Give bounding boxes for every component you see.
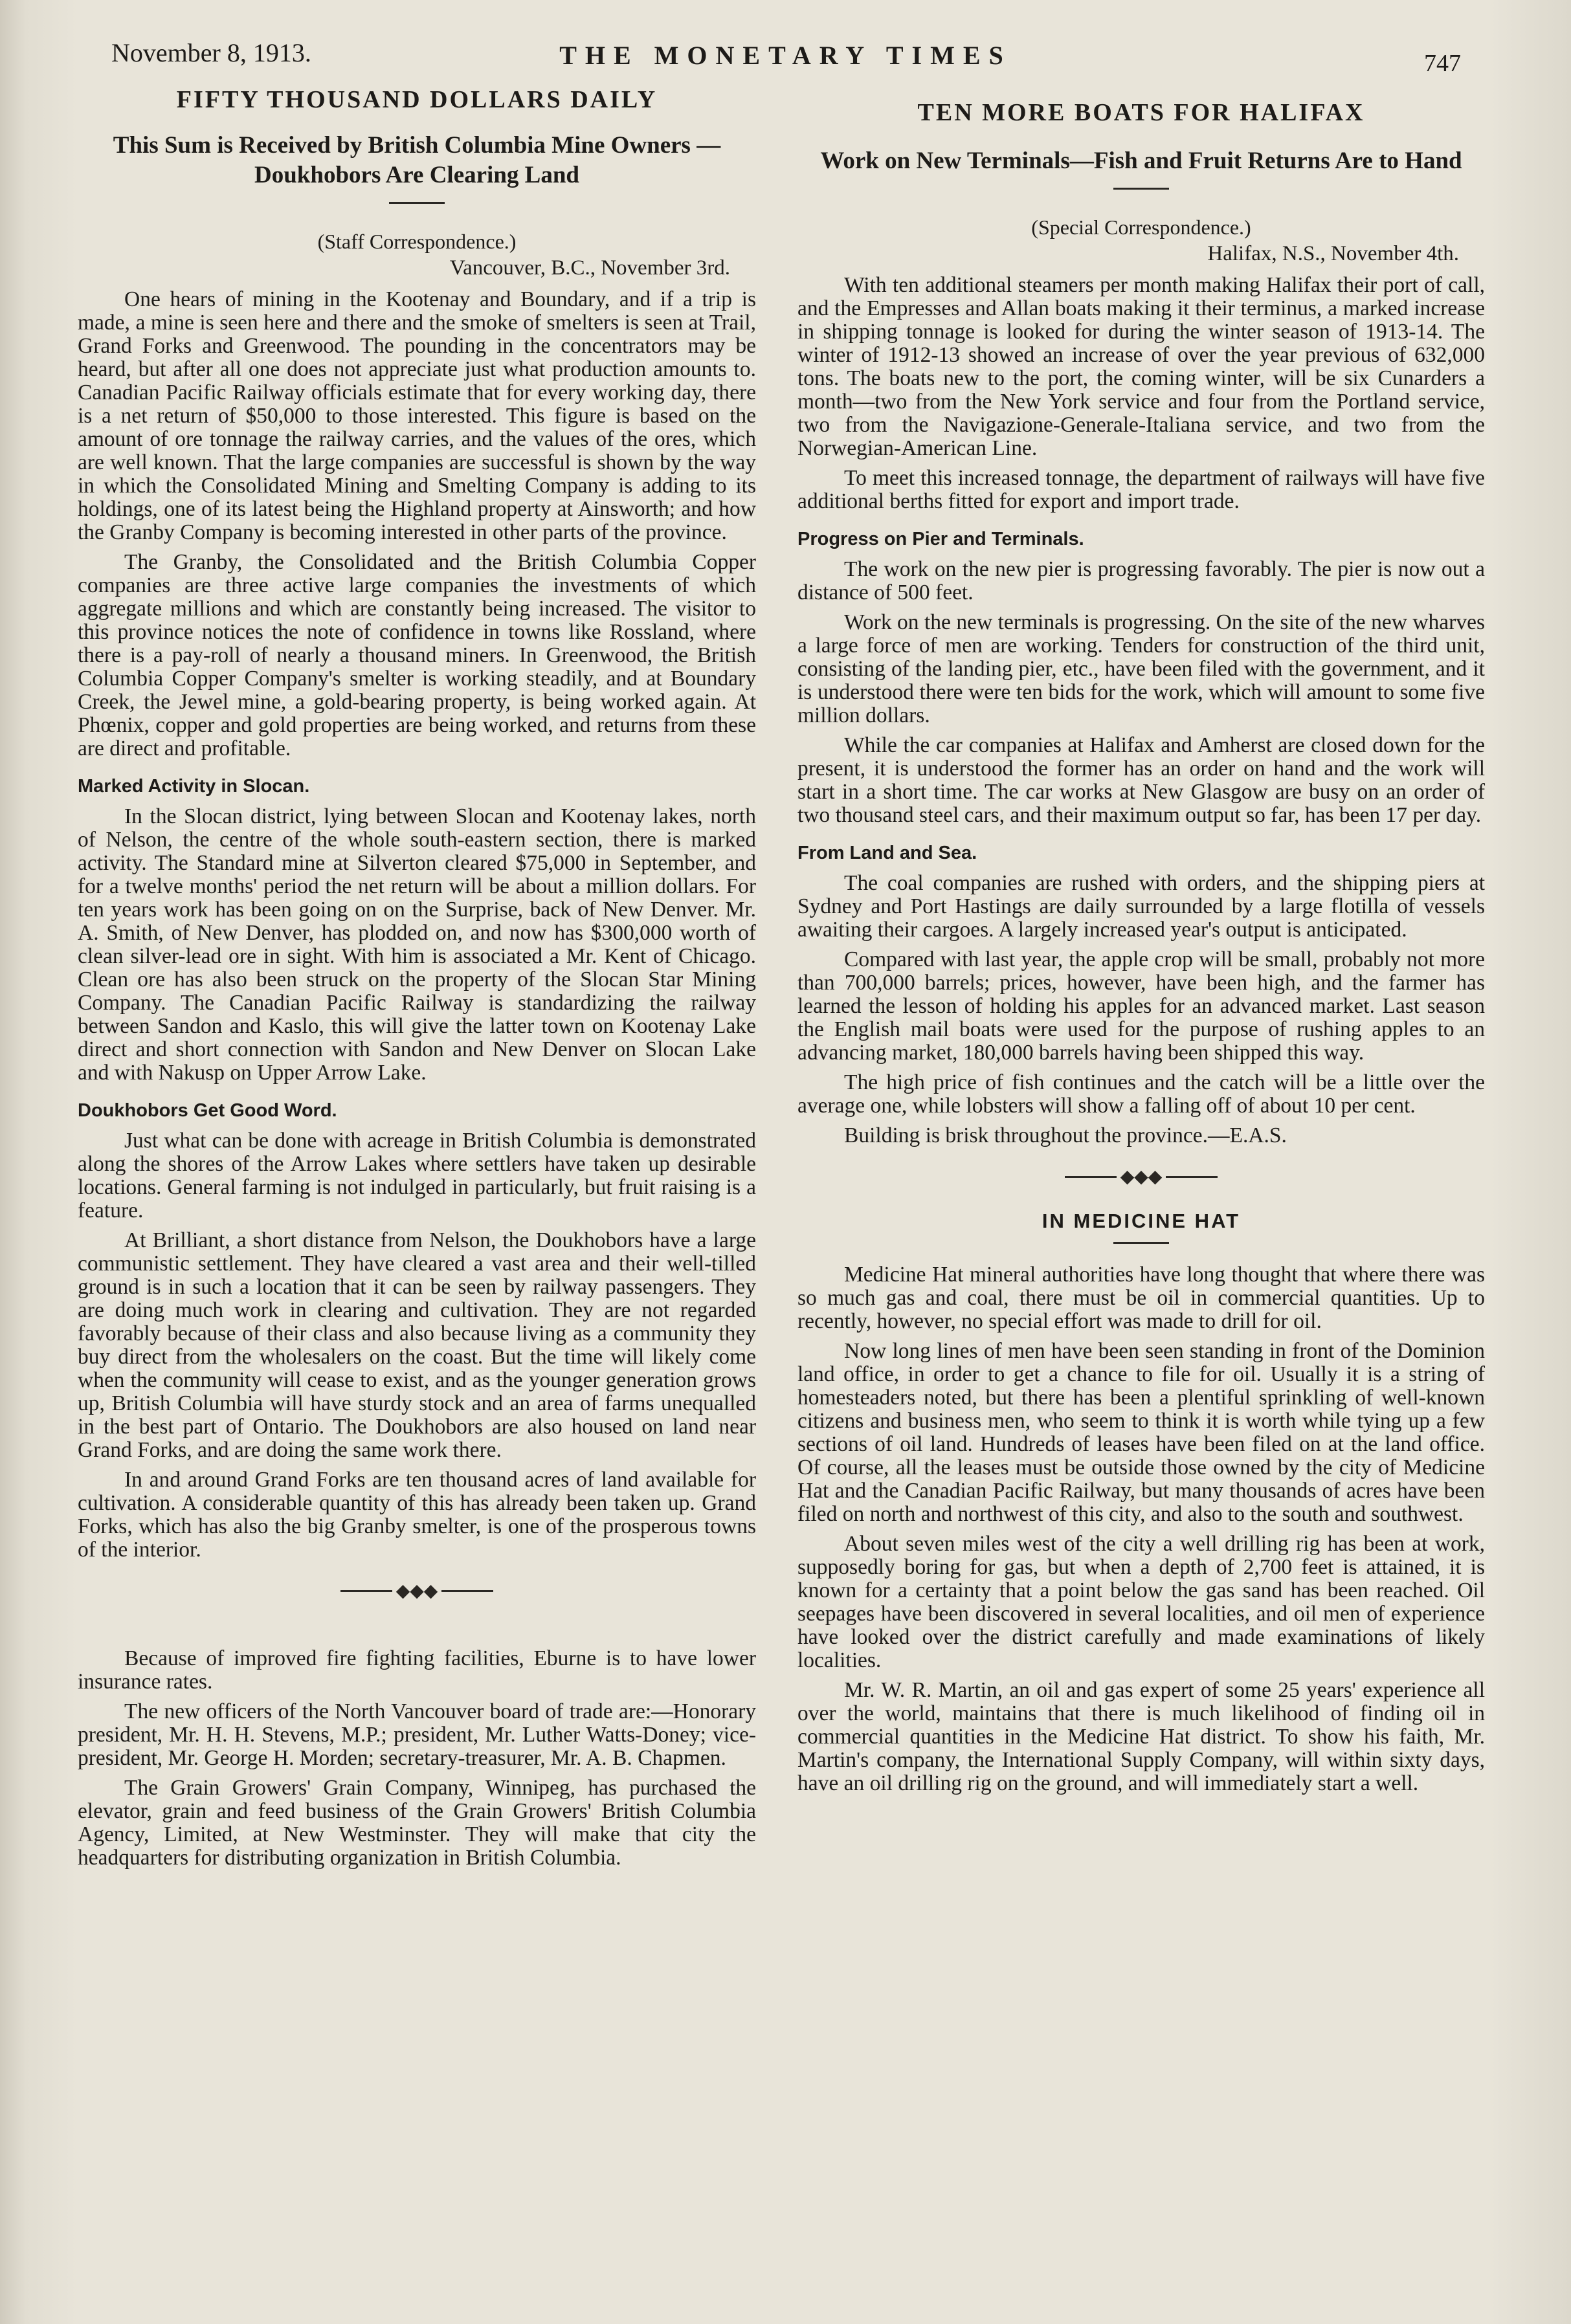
dateline: Halifax, N.S., November 4th. — [1207, 242, 1459, 265]
paragraph: One hears of mining in the Kootenay and Boundary, and if a trip is made, a mine is seen here and there and the smoke of smelters is seen at Trail, Grand Forks and Greenwood. The pounding in the concentrators may be heard, but after all one does not appreciate just what production amounts to. Canadian Pacific Railway officials estimate that for every working day, there is a net return of $50,000 to those interested. This figure is based on the amount of ore tonnage the railway carries, and the values of the ores, which are well known. That the large companies are successful is shown by the way in which the Consolidated Mining and Smelting Company is adding to its holdings, one of its latest being the Highland property at Ainsworth; and how the Granby Company is becoming interested in other parts of the province. — [78, 287, 756, 544]
paragraph: With ten additional steamers per month making Halifax their port of call, and the Empresses and Allan boats making it their terminus, a marked increase in shipping tonnage is looked for during the winter season of 1913-14. The winter of 1912-13 showed an increase of over the year previous of 632,000 tons. The boats new to the port, the coming winter, will be six Cunarders a month—two from the New York service and four from the Portland service, two from the Navigazione-Generale-Italiana service, and two from the Norwegian-American Line. — [797, 273, 1485, 460]
paragraph: To meet this increased tonnage, the department of railways will have five additional berths fitted for export and import trade. — [797, 466, 1485, 513]
correspondence-note: (Special Correspondence.) — [1031, 216, 1251, 239]
left-column — [78, 85, 756, 1876]
page-header — [110, 38, 1461, 76]
news-item: Because of improved fire fighting facilities, Eburne is to have lower insurance rates. — [78, 1646, 756, 1694]
paragraph: Work on the new terminals is progressing. On the site of the new wharves a large force of men are working. Tenders for construction of the third unit, consisting of the landing pier, etc., have been filed with the government, and it is understood there were ten bids for the work, which will amount to some five million dollars. — [797, 610, 1485, 727]
headline-rule — [1113, 1242, 1169, 1244]
headline-rule — [389, 202, 445, 204]
paragraph: Mr. W. R. Martin, an oil and gas expert of some 25 years' experience all over the world, maintains that there is much likelihood of finding oil in commercial quantities in the Medicine Hat district. To show his faith, Mr. Martin's company, the International Supply Company, will within sixty days, have an oil drilling rig on the ground, and will immediately start a well. — [797, 1678, 1485, 1796]
subheading: From Land and Sea. — [797, 843, 977, 863]
ornament-divider: ◆◆◆ — [78, 1578, 756, 1602]
paragraph: The high price of fish continues and the catch will be a little over the average one, while lobsters will show a falling off of about 10 per cent. — [797, 1070, 1485, 1118]
paragraph: The work on the new pier is progressing favorably. The pier is now out a distance of 500 feet. — [797, 557, 1485, 604]
correspondence-note: (Staff Correspondence.) — [317, 230, 517, 253]
article-kicker: TEN MORE BOATS FOR HALIFAX — [917, 99, 1365, 126]
paragraph: At Brilliant, a short distance from Nelson, the Doukhobors have a large communistic settlement. They have cleared a vast area and their well-tilled ground is in such a location that it can be seen by railway passengers. They are doing much work in clearing and cultivation. They are not regarded favorably because of their class and also because living as a community they buy direct from the wholesalers on the coast. But the time will likely come when the community will cease to exist, and as the younger generation grows up, British Columbia will have sturdy stock and an area of farms unequalled in the best part of Ontario. The Doukhobors are also housed on land near Grand Forks, and are doing the same work there. — [78, 1228, 756, 1462]
paragraph: Building is brisk throughout the province.—E.A.S. — [844, 1123, 1287, 1147]
article-kicker: FIFTY THOUSAND DOLLARS DAILY — [176, 86, 658, 113]
paragraph: About seven miles west of the city a well drilling rig has been at work, supposedly boring for gas, but when a depth of 2,700 feet is attained, it is known for a certainty that a point below the gas sand has been reached. Oil seepages have been discovered in several localities, and oil men of experience have looked over the district carefully and made examinations of likely localities. — [797, 1532, 1485, 1673]
headline-rule — [1113, 188, 1169, 190]
paragraph: Now long lines of men have been seen standing in front of the Dominion land office, in order to get a chance to file for oil. Usually it is a string of homesteaders noted, but there has been a plentiful sprinkling of well-known citizens and business men, who seem to think it is worth while tying up a few sections of oil land. Hundreds of leases have been filed on at the land office. Of course, all the leases must be outside those owned by the city of Medicine Hat and the Canadian Pacific Railway, but many thousands of acres have been filed on north and northwest of this city, and also to the south and southwest. — [797, 1339, 1485, 1527]
page-number: 747 — [1424, 50, 1461, 77]
subheading: Progress on Pier and Terminals. — [797, 529, 1084, 549]
paragraph: Compared with last year, the apple crop will be small, probably not more than 700,000 barrels; prices, however, have been high, and the farmer has learned the lesson of holding his apples for an advanced market. Last season the English mail boats were used for the purpose of rushing apples to an advancing market, 180,000 barrels having been shipped this way. — [797, 947, 1485, 1065]
issue-date: November 8, 1913. — [111, 38, 311, 67]
subheading: Marked Activity in Slocan. — [78, 776, 310, 797]
paragraph: While the car companies at Halifax and Amherst are closed down for the present, it is understood the former has an order on hand and the work will start in a short time. The car works at New Glasgow are busy on an order of two thousand steel cars, and their maximum output so far, has been 17 per day. — [797, 733, 1485, 827]
paragraph: Just what can be done with acreage in British Columbia is demonstrated along the shores of the Arrow Lakes where settlers have taken up desirable locations. General farming is not indulged in particularly, but fruit raising is a feature. — [78, 1129, 756, 1223]
dateline: Vancouver, B.C., November 3rd. — [449, 256, 730, 280]
article-headline: This Sum is Received by British Columbia Mine Owners —Doukhobors Are Clearing Land — [113, 132, 721, 188]
paragraph: Medicine Hat mineral authorities have long thought that where there was so much gas and coal, there must be oil in commercial quantities. Up to recently, however, no special effort was made to drill for oil. — [797, 1263, 1485, 1334]
article-headline: Work on New Terminals—Fish and Fruit Returns Are to Hand — [820, 148, 1462, 174]
paragraph: The coal companies are rushed with orders, and the shipping piers at Sydney and Port Hastings are daily surrounded by a large flotilla of vessels awaiting their cargoes. A largely increased year's output is anticipated. — [797, 871, 1485, 942]
news-item: The Grain Growers' Grain Company, Winnipeg, has purchased the elevator, grain and feed business of the Grain Growers' British Columbia Agency, Limited, at New Westminster. They will make that city the headquarters for distributing organization in British Columbia. — [78, 1776, 756, 1870]
paragraph: In the Slocan district, lying between Slocan and Kootenay lakes, north of Nelson, the centre of the whole south-eastern section, there is marked activity. The Standard mine at Silverton cleared $75,000 in September, and for a twelve months' period the net return will be about a million dollars. For ten years work has been going on on the Surprise, back of New Denver. Mr. A. Smith, of New Denver, has plodded on, and now has $300,000 worth of clean silver-lead ore in sight. With him is associated a Mr. Kent of Chicago. Clean ore has also been struck on the property of the Slocan Star Mining Company. The Canadian Pacific Railway is standardizing the railway between Sandon and Kaslo, this will give the latter town on Kootenay Lake direct and short connection with Sandon and New Denver on Slocan Lake and with Nakusp on Upper Arrow Lake. — [78, 804, 756, 1085]
section-title: IN MEDICINE HAT — [1042, 1210, 1241, 1233]
paragraph: The Granby, the Consolidated and the British Columbia Copper companies are three active large companies the investments of which aggregate millions and which are constantly being increased. The visitor to this province notices the note of confidence in towns like Rossland, where there is a pay-roll of nearly a thousand miners. In Greenwood, the British Columbia Copper Company's smelter is working steadily, and at Boundary Creek, the Jewel mine, a gold-bearing property, is being worked again. At Phœnix, copper and gold properties are being worked, and returns from these are direct and profitable. — [78, 550, 756, 760]
right-column — [797, 85, 1485, 1802]
news-item: The new officers of the North Vancouver board of trade are:—Honorary president, Mr. H. H. Stevens, M.P.; president, Mr. Luther Watts-Doney; vice-president, Mr. George H. Morden; secretary-treasurer, Mr. A. B. Chapmen. — [78, 1699, 756, 1771]
publication-title: THE MONETARY TIMES — [559, 41, 1012, 70]
ornament-divider: ◆◆◆ — [797, 1164, 1485, 1188]
paragraph: In and around Grand Forks are ten thousand acres of land available for cultivation. A considerable quantity of this has already been taken up. Grand Forks, which has also the big Granby smelter, is one of the prosperous towns of the interior. — [78, 1468, 756, 1562]
subheading: Doukhobors Get Good Word. — [78, 1100, 337, 1121]
